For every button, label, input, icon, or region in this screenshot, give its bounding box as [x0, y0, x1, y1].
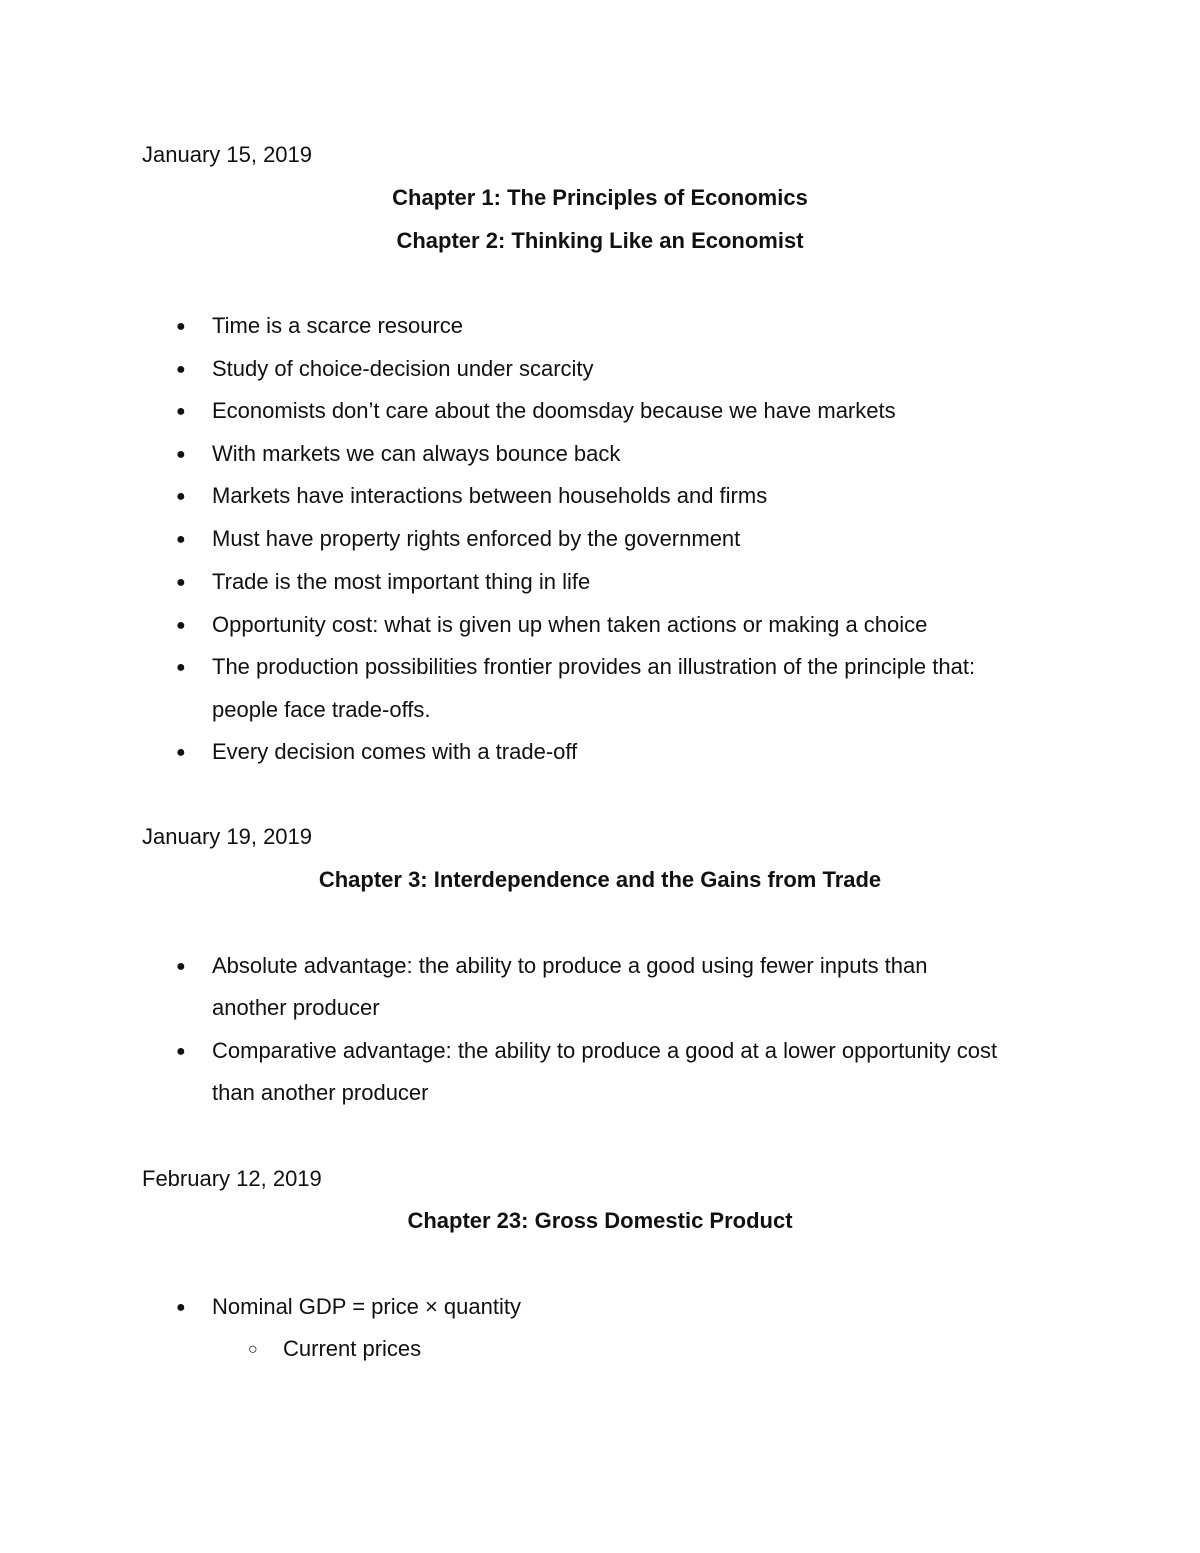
bullet-icon: ● [176, 659, 186, 676]
chapter-heading: Chapter 23: Gross Domestic Product [407, 1208, 793, 1233]
sub-bullet-icon: ○ [248, 1341, 258, 1358]
chapter-heading: Chapter 3: Interdependence and the Gains from Trade [318, 867, 882, 892]
bullet-icon: ● [176, 1043, 186, 1060]
list-item-text: Every decision comes with a trade-off [212, 739, 578, 764]
bullet-icon: ● [176, 744, 186, 761]
section-date: February 12, 2019 [142, 1166, 322, 1191]
chapter-heading: Chapter 1: The Principles of Economics [392, 185, 808, 210]
bullet-icon: ● [176, 958, 186, 975]
bullet-icon: ● [176, 361, 186, 378]
section-date: January 19, 2019 [142, 824, 313, 849]
list-item-text: Markets have interactions between households and firms [212, 483, 768, 508]
bullet-icon: ● [176, 403, 186, 420]
list-item-text-continued: another producer [212, 995, 380, 1020]
list-item-text: The production possibilities frontier provides an illustration of the principle that: [212, 654, 976, 679]
bullet-icon: ● [176, 531, 186, 548]
list-item-text: Opportunity cost: what is given up when taken actions or making a choice [212, 612, 928, 637]
sub-list-item-text: Current prices [283, 1336, 422, 1361]
bullet-icon: ● [176, 446, 186, 463]
bullet-icon: ● [176, 617, 186, 634]
list-item-text: Comparative advantage: the ability to produce a good at a lower opportunity cost [212, 1038, 998, 1063]
list-item-text: Must have property rights enforced by the government [212, 526, 741, 551]
chapter-heading: Chapter 2: Thinking Like an Economist [396, 228, 804, 253]
list-item-text-continued: people face trade-offs. [212, 697, 431, 722]
list-item-text: Nominal GDP = price × quantity [212, 1294, 521, 1319]
list-item-text-continued: than another producer [212, 1080, 429, 1105]
bullet-icon: ● [176, 1299, 186, 1316]
list-item-text: Absolute advantage: the ability to produce a good using fewer inputs than [212, 953, 928, 978]
bullet-icon: ● [176, 574, 186, 591]
list-item-text: Study of choice-decision under scarcity [212, 356, 594, 381]
bullet-icon: ● [176, 318, 186, 335]
list-item-text: Economists don’t care about the doomsday because we have markets [212, 398, 896, 423]
section-date: January 15, 2019 [142, 142, 313, 167]
list-item-text: Trade is the most important thing in life [212, 569, 591, 594]
list-item-text: With markets we can always bounce back [212, 441, 621, 466]
list-item-text: Time is a scarce resource [212, 313, 464, 338]
bullet-icon: ● [176, 488, 186, 505]
